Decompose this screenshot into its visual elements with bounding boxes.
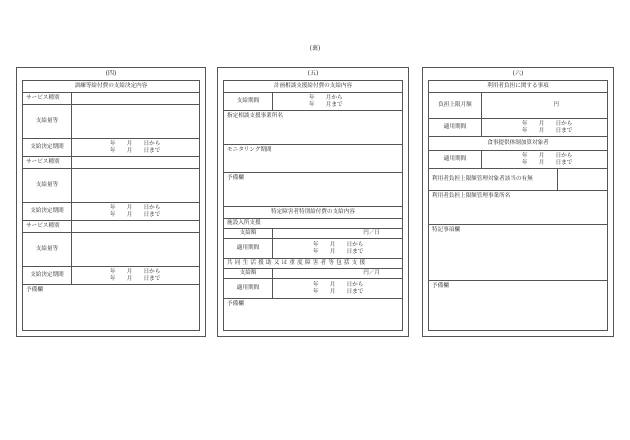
service-type-row <box>23 93 199 105</box>
burden-limit-value[interactable] <box>481 93 607 118</box>
service-type-value[interactable] <box>71 221 199 232</box>
applied-period-label: 適用期間 <box>236 245 260 252</box>
date-from: 年 月 日から <box>522 121 573 128</box>
date-to: 年 月 日まで <box>110 147 161 154</box>
mgmt-target-value[interactable] <box>557 169 607 190</box>
date-from: 年 月 日から <box>313 282 364 289</box>
applied-period-label: 適用期間 <box>236 285 260 292</box>
user-burden-table <box>428 80 608 331</box>
burden-limit-label: 負担上限月額 <box>438 102 472 109</box>
date-to: 年 月 日まで <box>110 275 161 282</box>
monitoring-field[interactable] <box>224 145 402 173</box>
date-from: 年 月 日から <box>313 242 364 249</box>
amount-row <box>23 233 199 267</box>
reserve-label: 予備欄 <box>227 175 244 181</box>
service-type-label: サービス種別 <box>26 159 60 166</box>
service-type-row <box>23 221 199 233</box>
applied-period-dates[interactable] <box>272 239 402 258</box>
unit-yen: 円 <box>553 102 559 109</box>
amount-row <box>23 169 199 203</box>
amount-value[interactable] <box>71 105 199 138</box>
period-months[interactable] <box>272 93 402 110</box>
pay-amount-row <box>224 269 402 279</box>
panel-heading: (四) <box>105 70 117 77</box>
month-from: 年 月から <box>309 95 343 102</box>
monitoring-label: モニタリング期間 <box>227 147 272 153</box>
applied-period-row <box>429 151 607 169</box>
date-to: 年 月 日まで <box>110 211 161 218</box>
table-title: 訓練等給付費の支給決定内容 <box>23 81 199 93</box>
reserve-label: 予備欄 <box>227 301 244 307</box>
period-label: 支給決定期間 <box>30 208 64 215</box>
mgmt-office-field[interactable] <box>429 191 607 225</box>
office-field[interactable] <box>224 111 402 145</box>
applied-period-dates[interactable] <box>481 151 607 168</box>
period-row <box>224 93 402 111</box>
reserve-label: 予備欄 <box>26 287 43 293</box>
reserve-field[interactable] <box>429 281 607 330</box>
meal-target-title: 食事提供体制加算対象者 <box>429 137 607 151</box>
reserve-field[interactable] <box>224 299 402 330</box>
service-type-label: サービス種別 <box>26 95 60 102</box>
planning-consultation-table <box>223 80 403 331</box>
amount-label: 支給量等 <box>35 182 59 189</box>
table-title: 計画相談支援給付費の支給内容 <box>224 81 402 93</box>
amount-row <box>23 105 199 139</box>
reserve-field[interactable] <box>224 173 402 207</box>
applied-period-dates[interactable] <box>272 279 402 298</box>
date-to: 年 月 日まで <box>313 288 364 295</box>
applied-period-label: 適用期間 <box>443 124 467 131</box>
mgmt-office-label: 利用者負担上限額管理事業所名 <box>432 193 511 199</box>
notes-field[interactable] <box>429 225 607 281</box>
applied-period-row <box>224 279 402 299</box>
period-row <box>23 267 199 285</box>
service-type-row <box>23 157 199 169</box>
panel-planning-consultation <box>217 67 409 337</box>
panel-user-burden <box>422 67 614 337</box>
date-to: 年 月 日まで <box>522 127 573 134</box>
period-row <box>23 203 199 221</box>
special-benefits-title: 特定障害者特別給付費の支給内容 <box>224 207 402 219</box>
pay-amount-value[interactable] <box>272 269 402 278</box>
date-to: 年 月 日まで <box>522 159 573 166</box>
period-dates[interactable] <box>71 139 199 156</box>
period-dates[interactable] <box>71 203 199 220</box>
applied-period-dates[interactable] <box>481 119 607 136</box>
unit-per-day: 円／日 <box>363 230 380 237</box>
month-to: 年 月まで <box>309 101 343 108</box>
pay-amount-label: 支給額 <box>239 270 257 277</box>
period-dates[interactable] <box>71 267 199 284</box>
period-label: 支給決定期間 <box>30 144 64 151</box>
pay-amount-value[interactable] <box>272 229 402 238</box>
service-type-label: サービス種別 <box>26 223 60 230</box>
service-type-value[interactable] <box>71 93 199 104</box>
facility-support-label: 施設入所支援 <box>224 219 402 229</box>
date-from: 年 月 日から <box>110 141 161 148</box>
mgmt-target-label: 利用者負担上限額管理対象者該当の有無 <box>432 176 533 183</box>
table-title: 利用者負担に関する事項 <box>429 81 607 93</box>
panel-heading: (五) <box>307 70 319 77</box>
amount-label: 支給量等 <box>35 118 59 125</box>
applied-period-row <box>224 239 402 259</box>
date-from: 年 月 日から <box>110 205 161 212</box>
period-label: 支給決定期間 <box>30 272 64 279</box>
amount-label: 支給量等 <box>35 246 59 253</box>
service-type-value[interactable] <box>71 157 199 168</box>
period-label: 支給期間 <box>236 98 260 105</box>
date-from: 年 月 日から <box>110 269 161 276</box>
pay-amount-label: 支給額 <box>239 230 257 237</box>
office-label: 指定相談支援事業所名 <box>227 113 283 119</box>
period-row <box>23 139 199 157</box>
applied-period-label: 適用期間 <box>443 156 467 163</box>
panel-heading: (六) <box>512 70 524 77</box>
applied-period-row <box>429 119 607 137</box>
page-title: (裏) <box>309 45 321 52</box>
date-to: 年 月 日まで <box>313 248 364 255</box>
date-from: 年 月 日から <box>522 153 573 160</box>
group-home-label: 共同生活援助又は重度障害者等包括支援 <box>224 259 402 269</box>
mgmt-target-row <box>429 169 607 191</box>
amount-value[interactable] <box>71 233 199 266</box>
unit-per-month: 円／月 <box>363 270 380 277</box>
notes-label: 特記事項欄 <box>432 227 460 233</box>
reserve-field[interactable] <box>23 285 199 330</box>
pay-amount-row <box>224 229 402 239</box>
reserve-label: 予備欄 <box>432 283 449 289</box>
training-benefits-table <box>22 80 200 331</box>
amount-value[interactable] <box>71 169 199 202</box>
panel-training-benefits <box>16 67 206 337</box>
burden-limit-row <box>429 93 607 119</box>
